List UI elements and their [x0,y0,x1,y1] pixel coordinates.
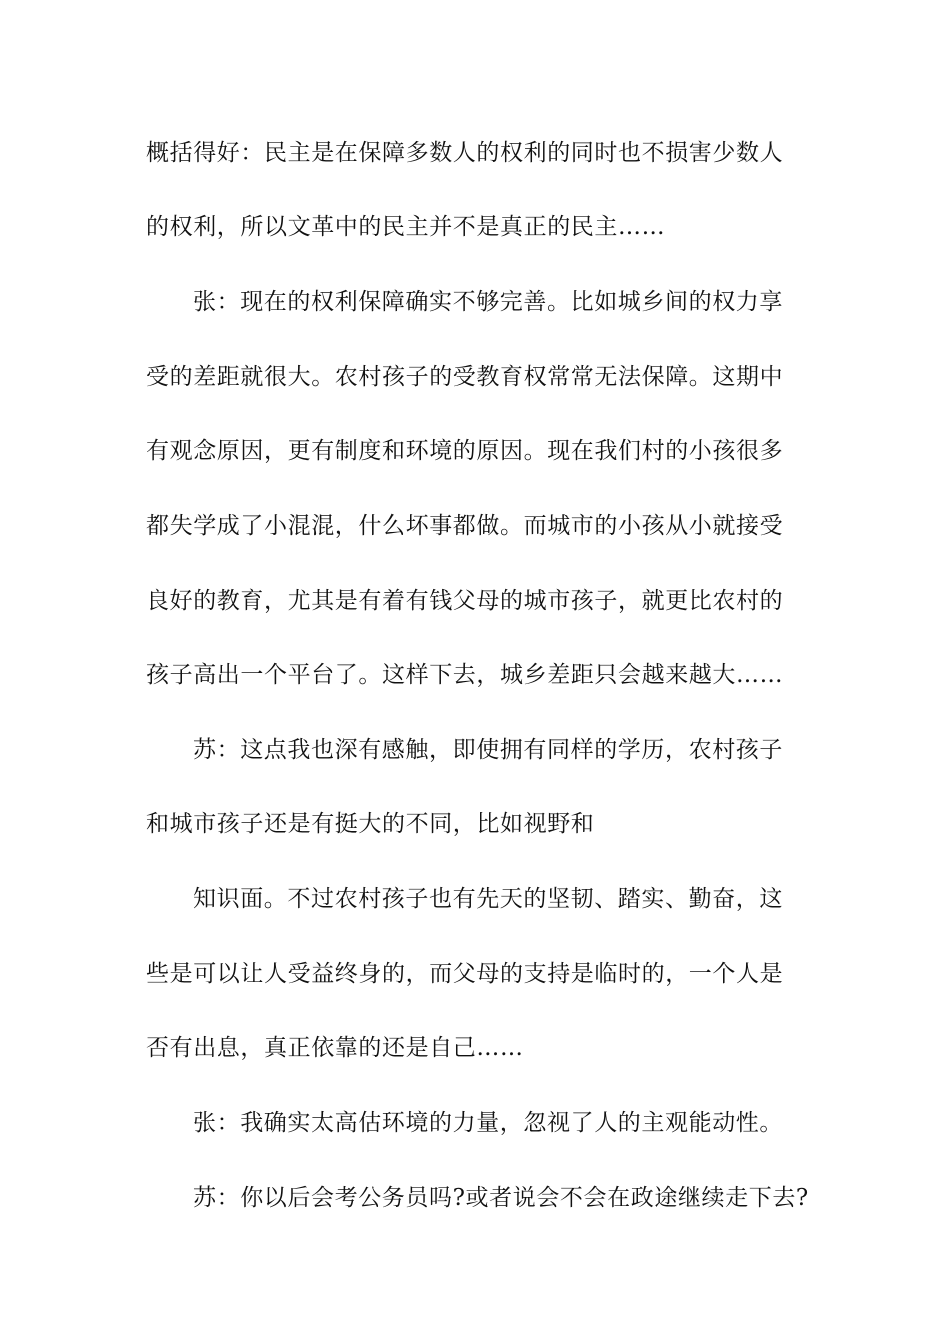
paragraph-first-line: 知识面。不过农村孩子也有先天的坚韧、踏实、勤奋，这 [193,886,783,912]
paragraph-first-line: 张：现在的权利保障确实不够完善。比如城乡间的权力享 [193,289,783,315]
text-line: 都失学成了小混混，什么坏事都做。而城市的小孩从小就接受 [146,513,784,539]
text-line: 良好的教育，尤其是有着有钱父母的城市孩子，就更比农村的 [146,588,784,614]
text-line: 孩子高出一个平台了。这样下去，城乡差距只会越来越大…… [146,662,784,688]
text-line: 有观念原因，更有制度和环境的原因。现在我们村的小孩很多 [146,438,784,464]
text-line: 概括得好：民主是在保障多数人的权利的同时也不损害少数人 [146,140,784,166]
text-line: 否有出息，真正依靠的还是自己…… [146,1035,524,1061]
text-line: 些是可以让人受益终身的，而父母的支持是临时的，一个人是 [146,961,784,987]
text-line: 受的差距就很大。农村孩子的受教育权常常无法保障。这期中 [146,364,784,390]
text-line: 的权利，所以文革中的民主并不是真正的民主…… [146,214,666,240]
paragraph-first-line: 苏：这点我也深有感触，即使拥有同样的学历，农村孩子 [193,737,783,763]
text-line: 和城市孩子还是有挺大的不同，比如视野和 [146,811,595,837]
paragraph-first-line: 张：我确实太高估环境的力量，忽视了人的主观能动性。 [193,1110,783,1136]
paragraph-first-line: 苏：你以后会考公务员吗?或者说会不会在政途继续走下去? [193,1185,809,1211]
